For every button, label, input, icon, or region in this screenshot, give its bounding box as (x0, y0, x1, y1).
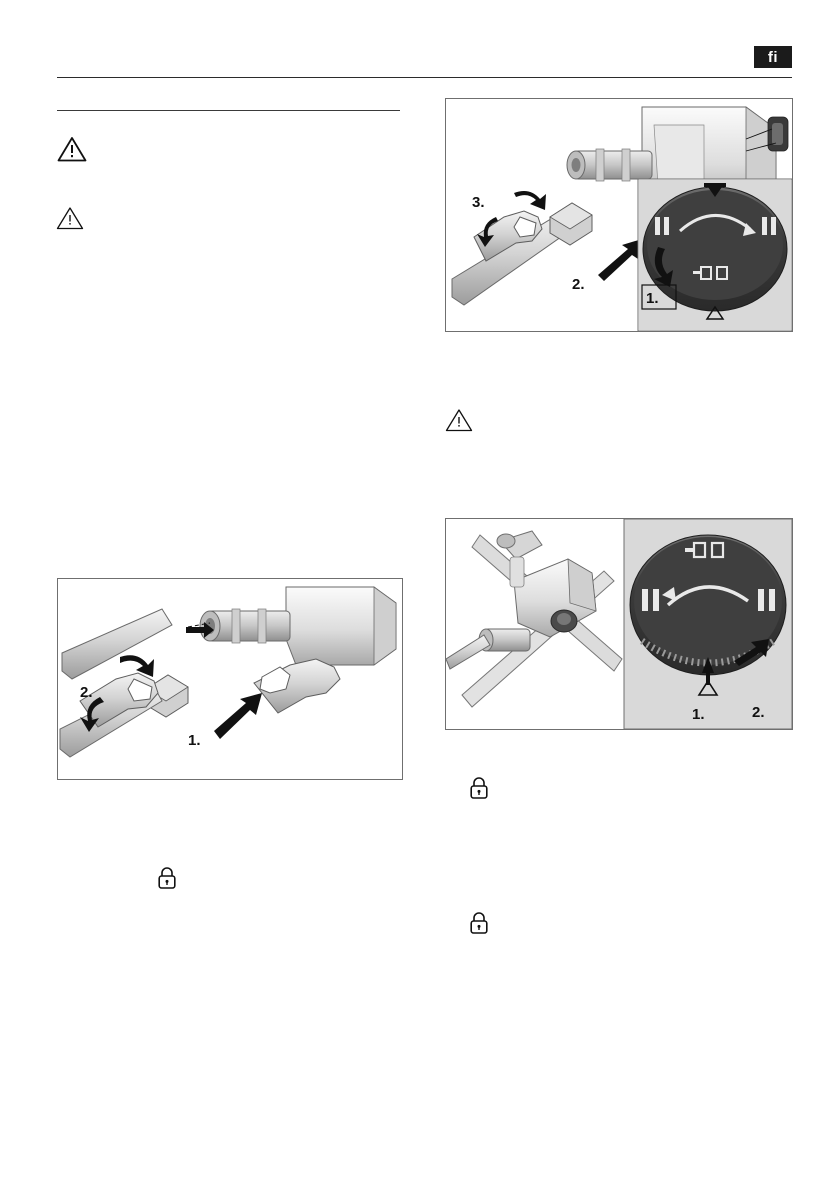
figure-2-step-1 (0, 0, 1, 1)
svg-text:1.: 1. (692, 706, 705, 723)
header-divider (57, 77, 792, 78)
figure-1-step-1 (0, 0, 1, 1)
figure-3-step-1 (0, 0, 1, 1)
figure-3-step-2 (0, 0, 1, 1)
section-divider (57, 110, 400, 111)
svg-text:2.: 2. (752, 704, 765, 721)
figure-1-step-3 (0, 0, 1, 1)
chuck-installation-figure (57, 578, 403, 780)
svg-text:1.: 1. (646, 290, 659, 307)
padlock-icon (468, 911, 490, 937)
stand-mounted-tool-and-mode-selector-figure (445, 518, 793, 730)
figure-2-step-2 (0, 0, 1, 1)
chuck-removal-and-mode-selector-figure (445, 98, 793, 332)
svg-text:1.: 1. (188, 732, 201, 749)
warning-triangle-icon (57, 136, 87, 162)
warning-triangle-small-icon (445, 408, 473, 432)
warning-triangle-small-icon (56, 206, 84, 230)
padlock-icon (156, 866, 178, 892)
figure-1-step-2 (0, 0, 1, 1)
svg-text:2.: 2. (572, 276, 585, 293)
padlock-icon (468, 776, 490, 802)
language-badge: fi (754, 46, 792, 68)
svg-text:2.: 2. (80, 684, 93, 701)
svg-text:3.: 3. (472, 194, 485, 211)
